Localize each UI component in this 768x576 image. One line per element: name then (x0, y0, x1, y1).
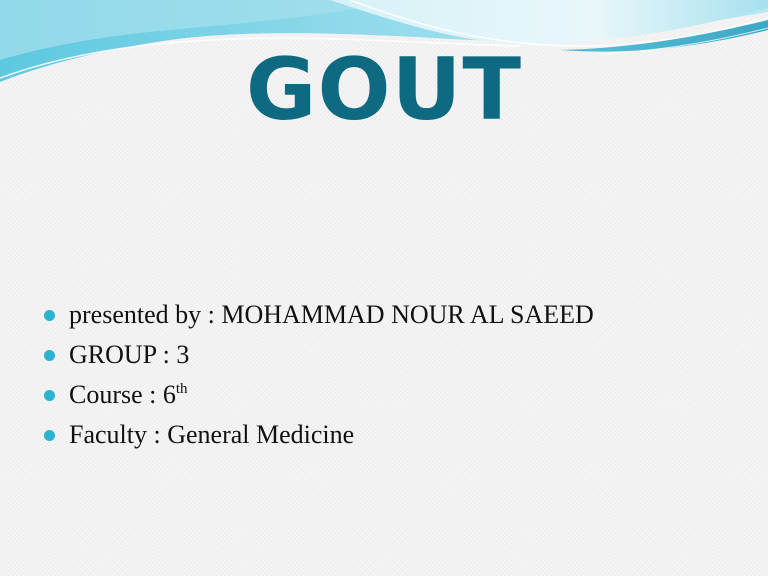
bullet-text: Faculty : General Medicine (69, 420, 355, 449)
bullet-item-group (44, 335, 594, 375)
bullet-text: GROUP : 3 (69, 340, 190, 369)
bullet-dot-icon (44, 430, 55, 441)
bullet-dot-icon (44, 390, 55, 401)
bullet-item-course: Course : 6 $^{th}$ (44, 375, 594, 415)
bullet-text: presented by : MOHAMMAD NOUR AL SAEED (69, 300, 594, 329)
bullet-item-faculty (44, 415, 594, 455)
bullet-item-presenter (44, 295, 594, 335)
bullet-dot-icon (44, 350, 55, 361)
bullet-list (44, 295, 594, 455)
bullet-text: Course : 6 (69, 380, 176, 409)
slide-title: GOUT (245, 40, 523, 140)
bullet-dot-icon (44, 310, 55, 321)
